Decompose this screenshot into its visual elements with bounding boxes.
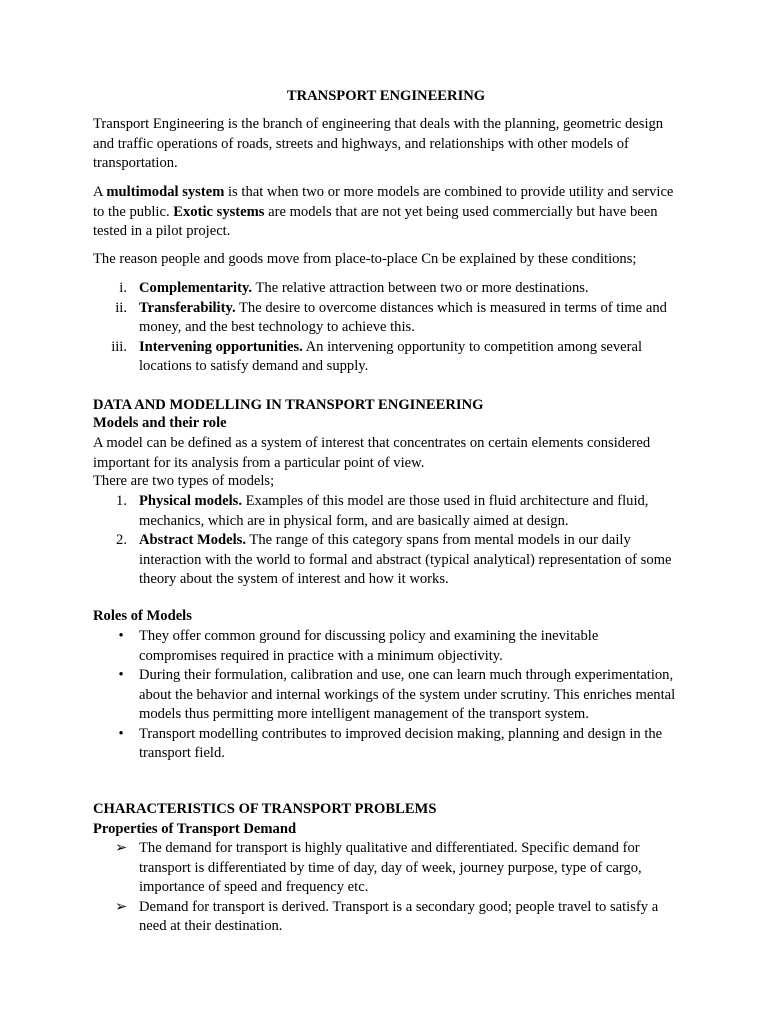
subheading-roles-of-models: Roles of Models xyxy=(93,608,192,624)
multimodal-paragraph: A multimodal system is that when two or more models are combined to provide utility and service to the public. Exotic systems are models that are not yet being used commercially but have been tested in a pilot project. xyxy=(93,184,674,239)
intro-paragraph: Transport Engineering is the branch of engineering that deals with the planning, geometric design and traffic operations of roads, streets and highways, and relationships with other models of transportation. xyxy=(93,116,664,171)
section-heading-transport-problems: CHARACTERISTICS OF TRANSPORT PROBLEMS xyxy=(93,801,437,817)
list-marker: ii. xyxy=(115,299,127,316)
arrow-bullet-icon: ➢ xyxy=(115,898,128,915)
document-title: TRANSPORT ENGINEERING xyxy=(286,88,486,104)
conditions-intro: The reason people and goods move from place-to-place Cn be explained by these conditions; xyxy=(93,251,637,267)
subheading-transport-demand: Properties of Transport Demand xyxy=(93,821,297,837)
bullet-icon: • xyxy=(118,725,124,742)
arrow-bullet-icon: ➢ xyxy=(115,840,128,856)
list-marker: 2. xyxy=(116,532,127,548)
condition-term: Transferability. xyxy=(139,299,236,316)
roles-list xyxy=(93,627,679,764)
bullet-icon: • xyxy=(118,667,124,683)
model-definition: A model can be defined as a system of interest that concentrates on certain elements considered important for its analysis from a particular point of view. xyxy=(93,435,651,471)
list-marker: iii. xyxy=(111,338,127,355)
list-item: • Transport modelling contributes to improved decision making, planning and design in the transport field. xyxy=(93,725,679,764)
conditions-list xyxy=(93,279,679,377)
list-item: ➢ Demand for transport is derived. Transport is a secondary good; people travel to satisfy a need at their destination. xyxy=(115,898,659,934)
multimodal-term: multimodal system xyxy=(106,184,225,200)
exotic-term: Exotic systems xyxy=(173,203,265,220)
list-item: • They offer common ground for discussing policy and examining the inevitable compromises required in practice with a minimum objectivity. xyxy=(93,627,679,666)
list-item: iii. Intervening opportunities. An intervening opportunity to competition among several locations to satisfy demand and supply. xyxy=(93,338,679,377)
bullet-icon: • xyxy=(118,628,124,644)
model-type-term: Physical models. xyxy=(139,493,242,509)
section-heading-data-modelling: DATA AND MODELLING IN TRANSPORT ENGINEERING xyxy=(93,397,484,413)
subheading-models-role: Models and their role xyxy=(93,415,227,431)
model-types-intro: There are two types of models; xyxy=(93,473,275,489)
list-marker: i. xyxy=(119,280,127,296)
list-item: • During their formulation, calibration and use, one can learn much through experimentation, about the behavior and internal workings of the system under scrutiny. This enriches mental models thus permitting more intelligent management of the transport system. xyxy=(93,666,679,725)
demand-list xyxy=(93,839,679,937)
list-item: ➢ The demand for transport is highly qualitative and differentiated. Specific demand for transport is differentiated by time of day, day of week, journey purpose, type of cargo, importance of speed and frequency etc. xyxy=(115,840,642,895)
model-type-term: Abstract Models. xyxy=(139,532,247,548)
condition-term: Intervening opportunities. xyxy=(139,338,303,355)
list-item: ii. Transferability. The desire to overcome distances which is measured in terms of time and money, and the best technology to achieve this. xyxy=(93,299,679,338)
list-item: 2. Abstract Models. The range of this category spans from mental models in our daily interaction with the world to formal and abstract (typical analytical) representation of some theory about the system of interest and how it works. xyxy=(93,531,679,590)
condition-term: Complementarity. xyxy=(139,280,253,296)
list-item: 1. Physical models. Examples of this model are those used in fluid architecture and fluid, mechanics, which are in physical form, and are basically aimed at design. xyxy=(93,492,679,531)
list-marker: 1. xyxy=(116,493,127,509)
list-item: i. Complementarity. The relative attraction between two or more destinations. xyxy=(93,279,679,299)
model-types-list xyxy=(93,492,679,590)
